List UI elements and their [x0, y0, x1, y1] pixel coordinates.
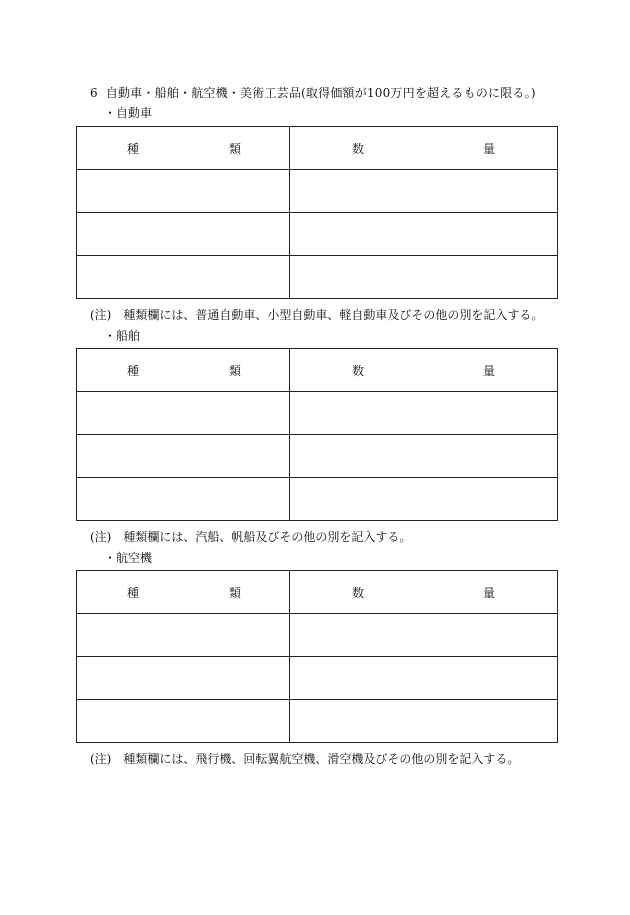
type-cell[interactable]: [77, 213, 290, 256]
section-number: 6: [90, 86, 98, 100]
aircraft-table: [76, 570, 558, 743]
automobile-table: [76, 126, 558, 299]
quantity-cell[interactable]: [290, 170, 558, 213]
header-quantity-cell: 数 量: [290, 571, 558, 614]
note-text: 種類欄には、汽船、帆船及びその他の別を記入する。: [123, 530, 412, 544]
type-cell[interactable]: [77, 256, 290, 299]
note-mark: (注): [90, 752, 112, 766]
header-quantity-cell: 数 量: [290, 127, 558, 170]
table-row: [77, 213, 558, 256]
subsection-title-ship: ・船舶: [104, 329, 141, 343]
table-row: [77, 700, 558, 743]
quantity-cell[interactable]: [290, 392, 558, 435]
type-cell[interactable]: [77, 657, 290, 700]
header-type-cell: 種 類: [77, 127, 290, 170]
table-row: [77, 435, 558, 478]
aircraft-note: [90, 750, 519, 767]
quantity-cell[interactable]: [290, 435, 558, 478]
note-text: 種類欄には、普通自動車、小型自動車、軽自動車及びその他の別を記入する。: [123, 308, 544, 322]
subsection-title-automobile: ・自動車: [104, 106, 153, 120]
quantity-cell[interactable]: [290, 700, 558, 743]
table-header-row: [77, 349, 558, 392]
automobile-note: [90, 306, 543, 323]
header-type-cell: 種 類: [77, 349, 290, 392]
quantity-cell[interactable]: [290, 657, 558, 700]
quantity-cell[interactable]: [290, 478, 558, 521]
note-text: 種類欄には、飛行機、回転翼航空機、滑空機及びその他の別を記入する。: [123, 752, 520, 766]
table-row: [77, 170, 558, 213]
table-row: [77, 256, 558, 299]
ship-table: [76, 348, 558, 521]
table-header-row: [77, 571, 558, 614]
table-row: [77, 657, 558, 700]
type-cell[interactable]: [77, 614, 290, 657]
type-cell[interactable]: [77, 478, 290, 521]
quantity-cell[interactable]: [290, 614, 558, 657]
quantity-cell[interactable]: [290, 256, 558, 299]
header-quantity-cell: 数 量: [290, 349, 558, 392]
subsection-title-aircraft: ・航空機: [104, 551, 153, 565]
note-mark: (注): [90, 530, 112, 544]
section-heading: [90, 84, 536, 101]
table-header-row: [77, 127, 558, 170]
type-cell[interactable]: [77, 700, 290, 743]
table-row: [77, 392, 558, 435]
section-title: 自動車・船舶・航空機・美術工芸品(取得価額が100万円を超えるものに限る。): [105, 86, 536, 100]
header-type-cell: 種 類: [77, 571, 290, 614]
table-row: [77, 478, 558, 521]
note-mark: (注): [90, 308, 112, 322]
quantity-cell[interactable]: [290, 213, 558, 256]
table-row: [77, 614, 558, 657]
ship-note: [90, 528, 411, 545]
type-cell[interactable]: [77, 392, 290, 435]
type-cell[interactable]: [77, 435, 290, 478]
type-cell[interactable]: [77, 170, 290, 213]
